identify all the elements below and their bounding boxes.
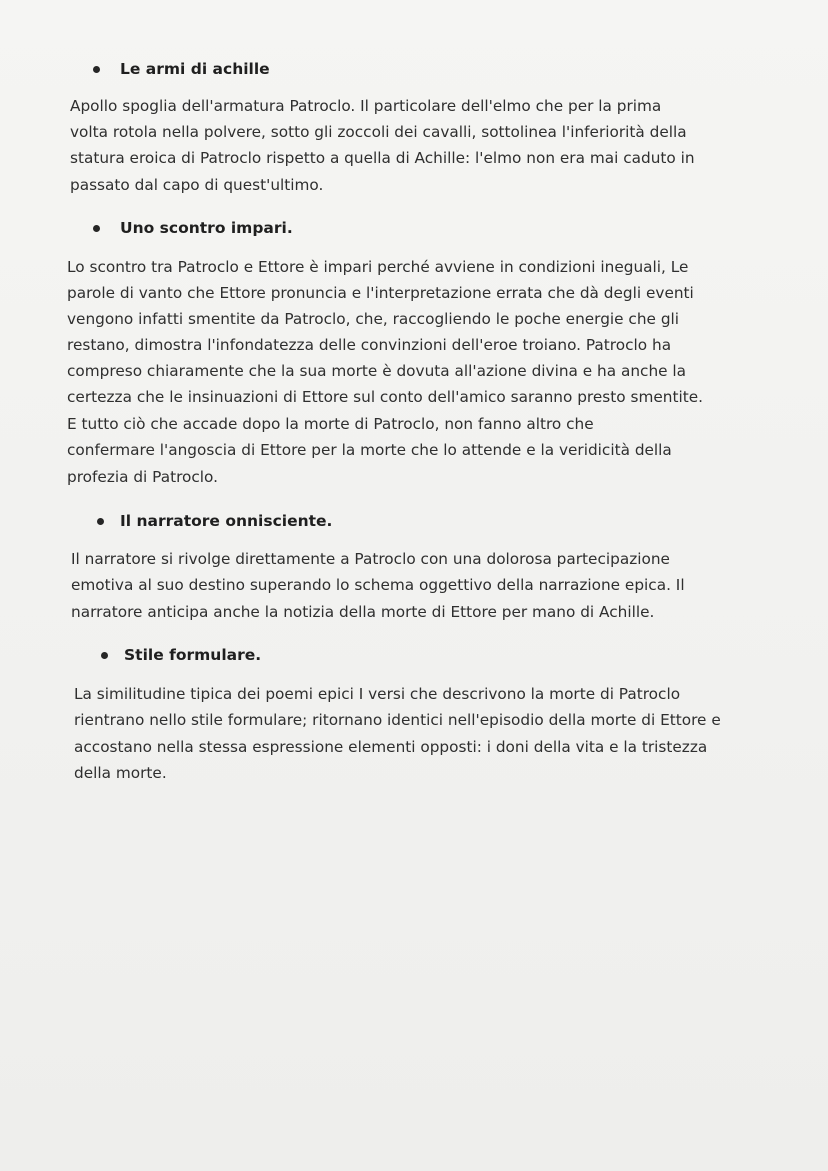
paragraph-line: restano, dimostra l'infondatezza delle convinzioni dell'eroe troiano. Patroclo ha — [67, 336, 672, 354]
section-heading-text: Stile formulare. — [124, 646, 262, 664]
section-heading-text: Le armi di achille — [120, 60, 270, 78]
section-armi-di-achille — [0, 58, 828, 80]
paragraph-line: rientrano nello stile formulare; ritornano identici nell'episodio della morte di Ettore e — [74, 711, 721, 729]
paragraph-line: profezia di Patroclo. — [67, 468, 218, 486]
paragraph-line: Apollo spoglia dell'armatura Patroclo. Il particolare dell'elmo che per la prima — [70, 97, 662, 115]
section-heading — [0, 644, 828, 666]
paragraph-line: Lo scontro tra Patroclo e Ettore è impari perché avviene in condizioni ineguali, Le — [67, 258, 689, 276]
section-scontro-impari — [0, 217, 828, 239]
paragraph-line: volta rotola nella polvere, sotto gli zoccoli dei cavalli, sottolinea l'inferiorità della — [70, 123, 687, 141]
section-heading-text: Il narratore onnisciente. — [120, 512, 333, 530]
paragraph-line: vengono infatti smentite da Patroclo, che, raccogliendo le poche energie che gli — [67, 310, 680, 328]
paragraph-line: passato dal capo di quest'ultimo. — [70, 176, 324, 194]
paragraph-line: E tutto ciò che accade dopo la morte di Patroclo, non fanno altro che — [67, 415, 594, 433]
section-heading — [0, 58, 828, 80]
paragraph-line: compreso chiaramente che la sua morte è dovuta all'azione divina e ha anche la — [67, 362, 687, 380]
bullet-icon — [97, 518, 104, 525]
section-narratore-onnisciente — [0, 510, 828, 532]
paragraph-line: Il narratore si rivolge direttamente a Patroclo con una dolorosa partecipazione — [71, 550, 670, 568]
paragraph-line: certezza che le insinuazioni di Ettore sul conto dell'amico saranno presto smentite. — [67, 388, 703, 406]
paragraph-line: La similitudine tipica dei poemi epici I versi che descrivono la morte di Patroclo — [74, 685, 681, 703]
paragraph-line: confermare l'angoscia di Ettore per la morte che lo attende e la veridicità della — [67, 441, 672, 459]
section-stile-formulare — [0, 644, 828, 666]
bullet-icon — [93, 66, 100, 73]
bullet-icon — [101, 652, 108, 659]
paragraph-line: narratore anticipa anche la notizia della morte di Ettore per mano di Achille. — [71, 603, 655, 621]
paragraph-line: emotiva al suo destino superando lo schema oggettivo della narrazione epica. Il — [71, 576, 685, 594]
paragraph-line: accostano nella stessa espressione elementi opposti: i doni della vita e la tristezza — [74, 738, 708, 756]
bullet-icon — [93, 225, 100, 232]
paragraph-line: della morte. — [74, 764, 167, 782]
paragraph-line: statura eroica di Patroclo rispetto a quella di Achille: l'elmo non era mai caduto in — [70, 149, 695, 167]
section-heading — [0, 510, 828, 532]
section-heading-text: Uno scontro impari. — [120, 219, 293, 237]
paragraph-line: parole di vanto che Ettore pronuncia e l'interpretazione errata che dà degli eventi — [67, 284, 694, 302]
section-heading — [0, 217, 828, 239]
